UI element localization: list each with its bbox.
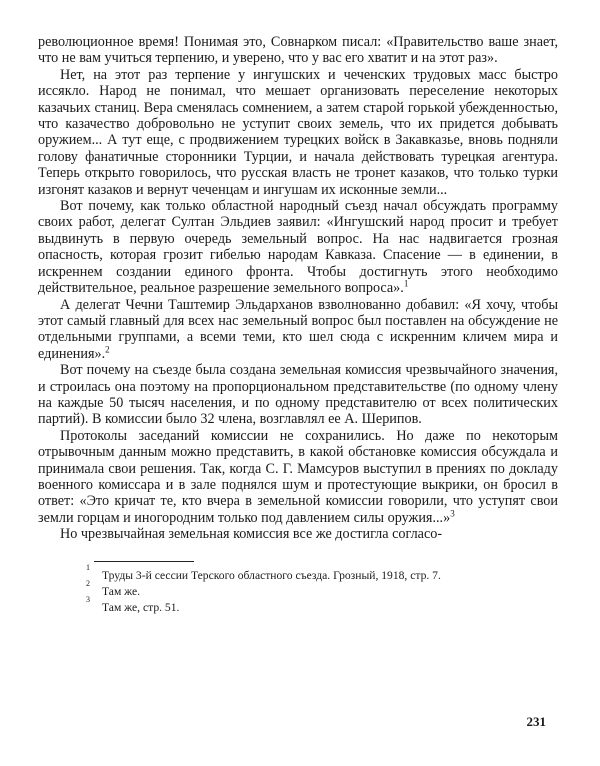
paragraph-4 [38,297,558,363]
paragraph-4-text: А делегат Чечни Таштемир Эльдарханов взволнованно добавил: «Я хочу, чтобы этот самый главный для всех нас земельный вопрос был поставлен на обсуждение не отдельными группами, а всеми теми, кто шел сюда с искренним кличем мира и единения». [38,296,558,362]
footnote-2-text: Там же. [102,584,141,598]
paragraph-5-text: Вот почему на съезде была создана земельная комиссия чрезвычайного значения, и строилась она поэтому на пропорциональном представительстве (по одному члену на каждые 50 тысяч населения, и по одному представителю от всех политических партий). В комиссии было 32 члена, возглавлял ее А. Шерипов. [38,362,558,428]
footnote-2-mark: 2 [86,578,90,588]
paragraph-7 [38,526,558,542]
paragraph-1-text: революционное время! Понимая это, Совнарком писал: «Правительство ваше знает, что не вам учиться терпению, и уверено, что у вас его хватит и на этот раз». [38,34,558,67]
paragraph-3-text: Вот почему, как только областной народный съезд начал обсуждать программу своих работ, делегат Султан Эльдиев заявил: «Ингушский народ просит и требует выдвинуть в первую очередь земельный вопрос. На нас надвигается грозная опасность, которая грозит гибелью народам Кавказа. Спасение — в единении, в искреннем создании единого фронта. Чтобы достигнуть этого необходимо действительное, реальное разрешение земельного вопроса». [38,198,558,297]
footnote-3 [86,594,558,616]
footnote-ref-1: 1 [403,278,409,289]
footnote-ref-3: 3 [450,508,455,519]
paragraph-5 [38,362,558,428]
page-body [38,34,558,616]
footnote-3-text: Там же, стр. 51. [102,600,180,614]
paragraph-6-text: Протоколы заседаний комиссии не сохранились. Но даже по некоторым отрывочным данным можно представить, в какой обстановке комиссия обсуждала и принимала свои решения. Так, когда С. Г. Мамсуров выступил в прениях по докладу военного комиссара и в зале поднялся шум и протестующие выкрики, он бросил в ответ: «Это кричат те, кто вчера в земельной комиссии говорили, что уступят свои земли горцам и иногородним только под давлением силы оружия...» [38,427,558,526]
footnote-1-text: Труды 3-й сессии Терского областного съезда. Грозный, 1918, стр. 7. [102,568,441,582]
paragraph-2-text: Нет, на этот раз терпение у ингушских и чеченских трудовых масс быстро иссякло. Народ не понимал, что мешает организовать переселение некоторых казачьих станиц. Вера сменялась сомнением, а затем старой горькой убежденностью, что казачество добровольно не уступит своих земель, что их придется добывать оружием... А тут еще, с продвижением турецких войск в Закавказье, вновь подняли голову фанатичные сторонники Турции, и начала действовать турецкая агентура. Теперь открыто говорилось, что русская власть не тронет казаков, что только турки изгонят казаков и вернут чеченцам и ингушам их исконные земли... [38,66,558,198]
paragraph-6 [38,428,558,526]
footnote-divider [94,561,194,562]
footnote-ref-2: 2 [105,343,110,354]
footnote-1 [86,562,558,584]
footnote-2 [86,578,558,600]
footnote-1-mark: 1 [86,562,90,572]
page-number: 231 [526,714,546,729]
paragraph-7-text: Но чрезвычайная земельная комиссия все же достигла согласо- [60,526,443,543]
paragraph-3 [38,198,558,296]
paragraph-1 [38,34,558,67]
paragraph-2 [38,67,558,198]
footnotes [86,562,558,616]
footnote-3-mark: 3 [86,594,90,604]
